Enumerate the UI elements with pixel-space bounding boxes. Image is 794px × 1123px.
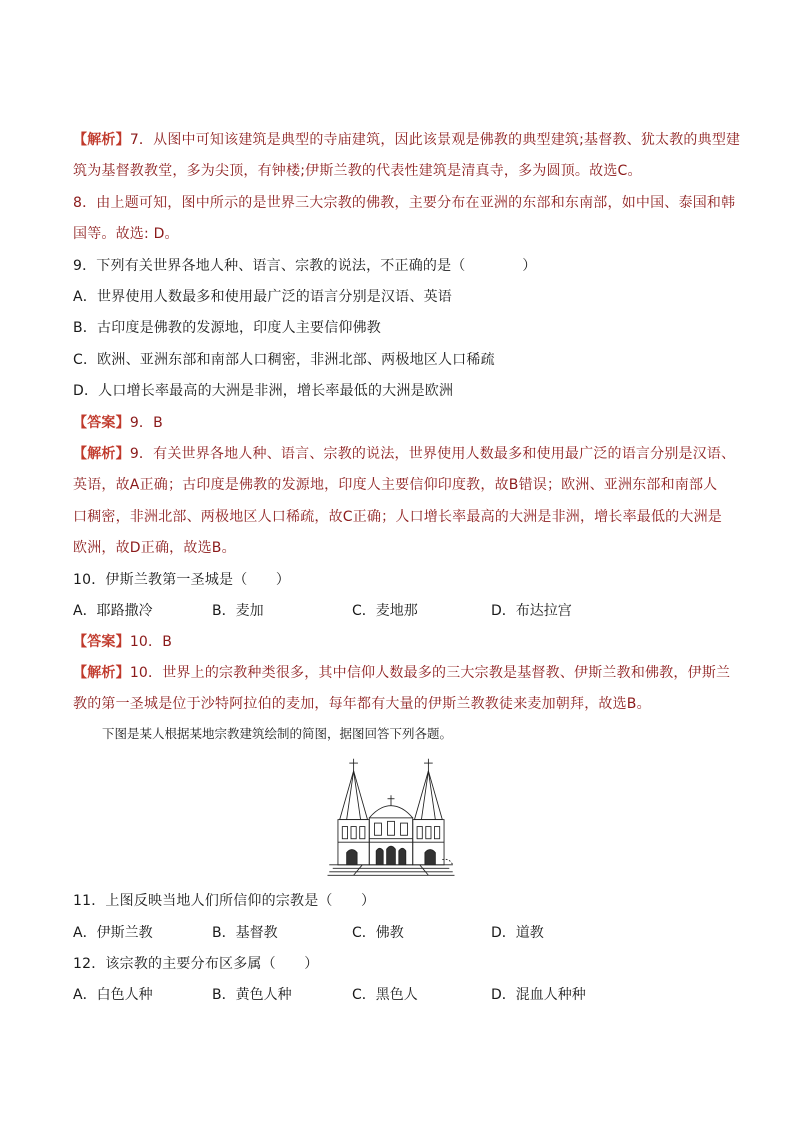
q11-option-c: C．佛教 [352,925,404,941]
q9-option-b: B．古印度是佛教的发源地，印度人主要信仰佛教 [73,320,382,336]
q7-analysis-tag: 【解析】 [73,132,130,148]
q9-stem: 9．下列有关世界各地人种、语言、宗教的说法，不正确的是（ ） [73,258,537,274]
q10-answer-value: 10．B [129,634,173,650]
q10-analysis-line2: 教的第一圣城是位于沙特阿拉伯的麦加，每年都有大量的伊斯兰教教徒来麦加朝拜，故选B。 [73,696,651,712]
q9-option-c: C．欧洲、亚洲东部和南部人口稠密，非洲北部、两极地区人口稀疏 [73,352,495,368]
q12-option-c: C．黑色人 [352,987,418,1003]
q12-option-b: B．黄色人种 [212,987,292,1003]
q11-option-a: A．伊斯兰教 [73,925,153,941]
q10-answer-tag: 【答案】 [73,634,130,650]
q8-analysis-line2: 国等。故选: D。 [73,226,179,242]
q10-option-c: C．麦地那 [352,603,418,619]
q11-option-d: D．道教 [491,925,544,941]
q9-analysis-line3: 口稠密，非洲北部、两极地区人口稀疏，故C正确；人口增长率最高的大洲是非洲，增长率最低的大洲是 [73,509,722,525]
q10-option-b: B．麦加 [212,603,264,619]
q10-analysis-tag: 【解析】 [73,665,130,681]
q9-analysis-tag: 【解析】 [73,446,130,462]
q7-analysis-line1 [73,130,741,150]
q9-analysis-line1 [73,444,736,464]
q9-option-d: D．人口增长率最高的大洲是非洲，增长率最低的大洲是欧洲 [73,383,454,399]
q10-option-d: D．布达拉宫 [491,603,572,619]
q9-answer-tag: 【答案】 [73,415,130,431]
q12-option-a: A．白色人种 [73,987,153,1003]
q9-answer [73,413,733,433]
q10-analysis-line1 [73,663,733,683]
q8-analysis-line1: 8．由上题可知，图中所示的是世界三大宗教的佛教，主要分布在亚洲的东部和东南部，如中国、泰国和韩 [73,195,736,211]
q12-stem: 12．该宗教的主要分布区多属（ ） [73,956,319,972]
q10-option-a: A．耶路撒冷 [73,603,153,619]
q9-analysis-line2: 英语，故A正确；古印度是佛教的发源地，印度人主要信仰印度教，故B错误；欧洲、亚洲东部和南部人 [73,477,718,493]
q7-analysis-line2: 筑为基督教教堂，多为尖顶，有钟楼;伊斯兰教的代表性建筑是清真寺，多为圆顶。故选C。 [73,163,642,179]
q7-analysis-text: 7．从图中可知该建筑是典型的寺庙建筑，因此该景观是佛教的典型建筑;基督教、犹太教的典型建 [129,132,741,148]
q11-stem: 11．上图反映当地人们所信仰的宗教是（ ） [73,893,376,909]
q9-option-a: A．世界使用人数最多和使用最广泛的语言分别是汉语、英语 [73,289,452,305]
q9-analysis-line4: 欧洲，故D正确，故选B。 [73,540,236,556]
q10-stem: 10．伊斯兰教第一圣城是（ ） [73,572,291,588]
q9-analysis-text: 9．有关世界各地人种、语言、宗教的说法，世界使用人数最多和使用最广泛的语言分别是汉语、 [129,446,736,462]
church-illustration-icon [318,757,464,877]
q9-answer-value: 9．B [129,415,163,431]
q10-answer [73,632,733,652]
q10-analysis-text: 10．世界上的宗教种类很多，其中信仰人数最多的三大宗教是基督教、伊斯兰教和佛教，伊斯兰 [129,665,731,681]
q12-option-d: D．混血人种种 [491,987,586,1003]
figure-intro: 下图是某人根据某地宗教建筑绘制的简图，据图回答下列各题。 [102,726,453,741]
q11-option-b: B．基督教 [212,925,278,941]
